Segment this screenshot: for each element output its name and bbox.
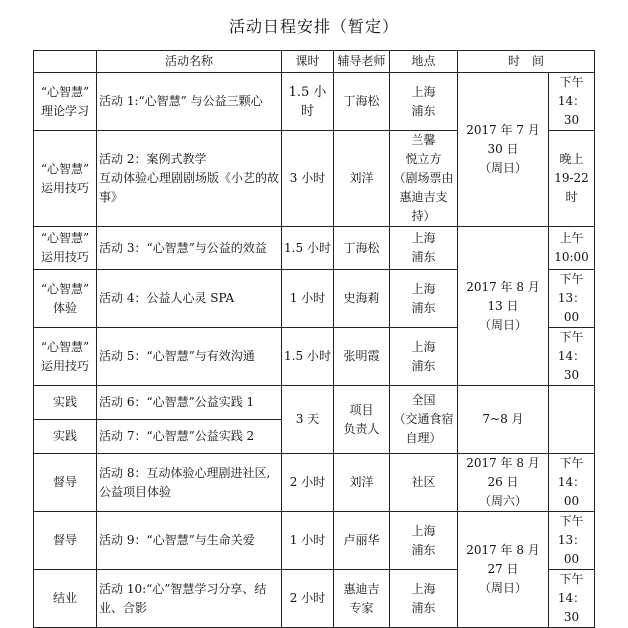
time-cell: 下午 14：30 (549, 73, 595, 131)
hours-cell: 3 小时 (282, 131, 334, 227)
time-cell: 晚上 19-22 时 (549, 131, 595, 227)
table-row (34, 73, 595, 131)
location-cell: 全国 （交通食宿 自理） (390, 386, 458, 454)
category-cell: “心智慧” 理论学习 (34, 73, 97, 131)
category-cell: 督导 (34, 512, 97, 570)
location-cell: 兰馨 悦立方 （剧场票由 惠迪吉支持） (390, 131, 458, 227)
date-cell: 2017 年 8 月 13 日 （周日） (458, 227, 549, 386)
header-teacher: 辅导老师 (334, 51, 390, 73)
activity-name-cell: 活动 3：“心智慧”与公益的效益 (97, 227, 282, 270)
activity-name-cell: 活动 1:“心智慧” 与公益三颗心 (97, 73, 282, 131)
header-location: 地点 (390, 51, 458, 73)
category-cell: “心智慧” 运用技巧 (34, 227, 97, 270)
category-cell: 结业 (34, 570, 97, 628)
header-hours: 课时 (282, 51, 334, 73)
time-cell: 上午 10:00 (549, 227, 595, 270)
header-category (34, 51, 97, 73)
header-row (34, 51, 595, 73)
date-cell: 7~8 月 (458, 386, 549, 454)
schedule-table (33, 50, 595, 628)
teacher-cell: 刘洋 (334, 454, 390, 512)
time-cell: 下午 13：00 (549, 512, 595, 570)
teacher-cell: 刘洋 (334, 131, 390, 227)
hours-cell: 1.5 小时 (282, 328, 334, 386)
category-cell: “心智慧” 体验 (34, 270, 97, 328)
teacher-cell: 惠迪吉 专家 (334, 570, 390, 628)
location-cell: 上海 浦东 (390, 328, 458, 386)
location-cell: 上海 浦东 (390, 512, 458, 570)
activity-name-cell: 活动 7：“心智慧”公益实践 2 (97, 420, 282, 454)
activity-name-cell: 活动 6：“心智慧”公益实践 1 (97, 386, 282, 420)
time-cell: 下午 14：00 (549, 454, 595, 512)
category-cell: “心智慧” 运用技巧 (34, 328, 97, 386)
hours-cell: 2 小时 (282, 454, 334, 512)
header-name: 活动名称 (97, 51, 282, 73)
time-cell: 下午 13：00 (549, 270, 595, 328)
hours-cell: 1 小时 (282, 270, 334, 328)
location-cell: 上海 浦东 (390, 570, 458, 628)
activity-name-cell: 活动 2：案例式教学 互动体验心理剧剧场版《小艺的故事》 (97, 131, 282, 227)
teacher-cell: 史海莉 (334, 270, 390, 328)
activity-name-cell: 活动 4：公益人心灵 SPA (97, 270, 282, 328)
time-cell (549, 386, 595, 454)
location-cell: 上海 浦东 (390, 73, 458, 131)
teacher-cell: 丁海松 (334, 73, 390, 131)
page-title: 活动日程安排（暂定） (228, 17, 399, 36)
location-cell: 上海 浦东 (390, 270, 458, 328)
table-row (34, 454, 595, 512)
hours-cell: 2 小时 (282, 570, 334, 628)
location-cell: 上海 浦东 (390, 227, 458, 270)
date-cell: 2017 年 7 月 30 日 （周日） (458, 73, 549, 227)
activity-name-cell: 活动 10:“心”智慧学习分享、结业、合影 (97, 570, 282, 628)
table-row (34, 386, 595, 420)
category-cell: 实践 (34, 386, 97, 420)
teacher-cell: 卢丽华 (334, 512, 390, 570)
hours-cell: 3 天 (282, 386, 334, 454)
category-cell: 实践 (34, 420, 97, 454)
hours-cell: 1.5 小时 (282, 227, 334, 270)
category-cell: 督导 (34, 454, 97, 512)
location-cell: 社区 (390, 454, 458, 512)
hours-cell: 1 小时 (282, 512, 334, 570)
activity-name-cell: 活动 5：“心智慧”与有效沟通 (97, 328, 282, 386)
teacher-cell: 张明霞 (334, 328, 390, 386)
table-row (34, 512, 595, 570)
teacher-cell: 项目 负责人 (334, 386, 390, 454)
activity-name-cell: 活动 8：互动体验心理剧进社区,公益项目体验 (97, 454, 282, 512)
time-cell: 下午 14：30 (549, 328, 595, 386)
header-time: 时 间 (458, 51, 595, 73)
table-row (34, 227, 595, 270)
date-cell: 2017 年 8 月 27 日 （周日） (458, 512, 549, 628)
hours-cell: 1.5 小时 (282, 73, 334, 131)
activity-name-cell: 活动 9：“心智慧”与生命关爱 (97, 512, 282, 570)
time-cell: 下午 14：30 (549, 570, 595, 628)
teacher-cell: 丁海松 (334, 227, 390, 270)
date-cell: 2017 年 8 月 26 日 （周六） (458, 454, 549, 512)
category-cell: “心智慧” 运用技巧 (34, 131, 97, 227)
